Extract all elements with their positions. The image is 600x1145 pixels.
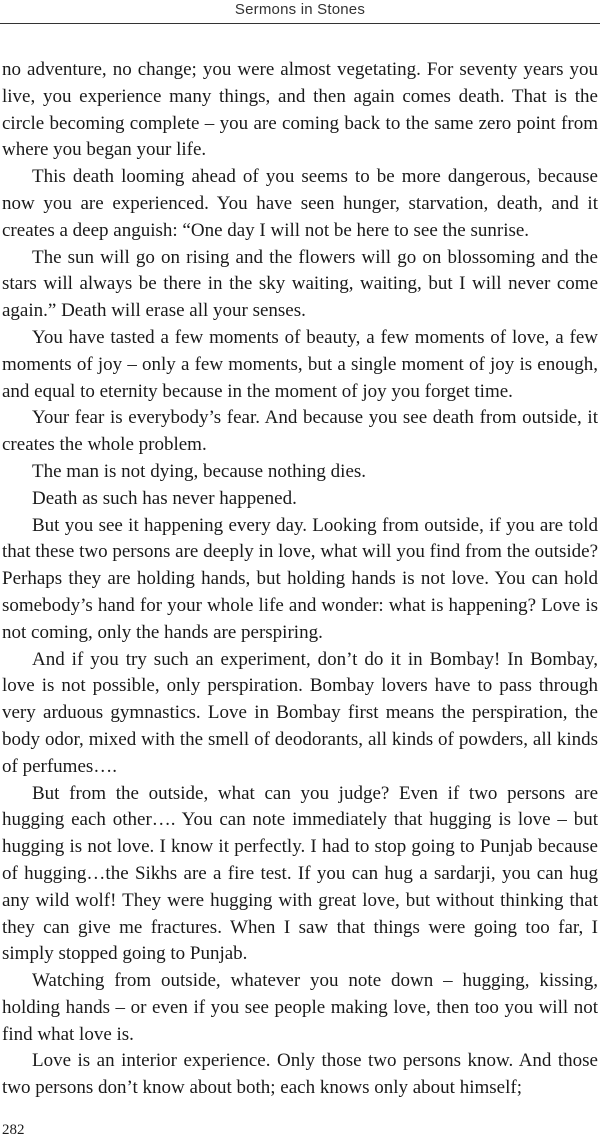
paragraph-8: But you see it happening every day. Looking from outside, if you are told that these two persons are deeply in love, what will you find from the outside? Perhaps they are holding hands, but holding hands is not love. You can hold somebody’s hand for your whole life and wonder: what is happening? Love is not coming, only the hands are perspiring. — [2, 514, 598, 643]
paragraph-2: This death looming ahead of you seems to be more dangerous, because now you are experienced. You have seen hunger, starvation, death, and it creates a deep anguish: “One day I will not be here to see the sunrise. — [2, 166, 598, 241]
paragraph-12: Love is an interior experience. Only those two persons know. And those two persons don’t know about both; each knows only about himself; — [2, 1050, 598, 1099]
body-text — [2, 57, 598, 1102]
paragraph-7: Death as such has never happened. — [32, 487, 297, 509]
paragraph-1: no adventure, no change; you were almost vegetating. For seventy years you live, you experience many things, and then again comes death. That is the circle becoming complete – you are coming back to the same zero point from where you began your life. — [2, 59, 598, 161]
paragraph-6: The man is not dying, because nothing dies. — [32, 460, 367, 482]
paragraph-5: Your fear is everybody’s fear. And because you see death from outside, it creates the whole problem. — [2, 407, 598, 456]
page-number: 282 — [2, 1122, 25, 1138]
paragraph-11: Watching from outside, whatever you note down – hugging, kissing, holding hands – or even if you see people making love, then too you will not find what love is. — [2, 970, 598, 1045]
running-head: Sermons in Stones — [234, 1, 366, 18]
paragraph-3: The sun will go on rising and the flowers will go on blossoming and the stars will always be there in the sky waiting, waiting, but I will never come again.” Death will erase all your senses. — [2, 246, 598, 322]
paragraph-9: And if you try such an experiment, don’t do it in Bombay! In Bombay, love is not possible, only perspiration. Bombay lovers have to pass through very arduous gymnastics. Love in Bombay first means the perspiration, the body odor, mixed with the smell of deodorants, all kinds of powders, all kinds of perfumes…. — [2, 648, 598, 777]
paragraph-10: But from the outside, what can you judge? Even if two persons are hugging each other…. You can note immediately that hugging is love – but hugging is not love. I know it perfectly. I had to stop going to Punjab because of hugging…the Sikhs are a fire test. If you can hug a sardarji, you can hug any wild wolf! They were hugging with great love, but without thinking that they can give me fractures. When I saw that things were going too far, I simply stopped going to Punjab. — [2, 782, 598, 965]
paragraph-4: You have tasted a few moments of beauty, a few moments of love, a few moments of joy – only a few moments, but a single moment of joy is enough, and equal to eternity because in the moment of joy you forget time. — [2, 326, 598, 402]
header-rule — [0, 23, 600, 24]
